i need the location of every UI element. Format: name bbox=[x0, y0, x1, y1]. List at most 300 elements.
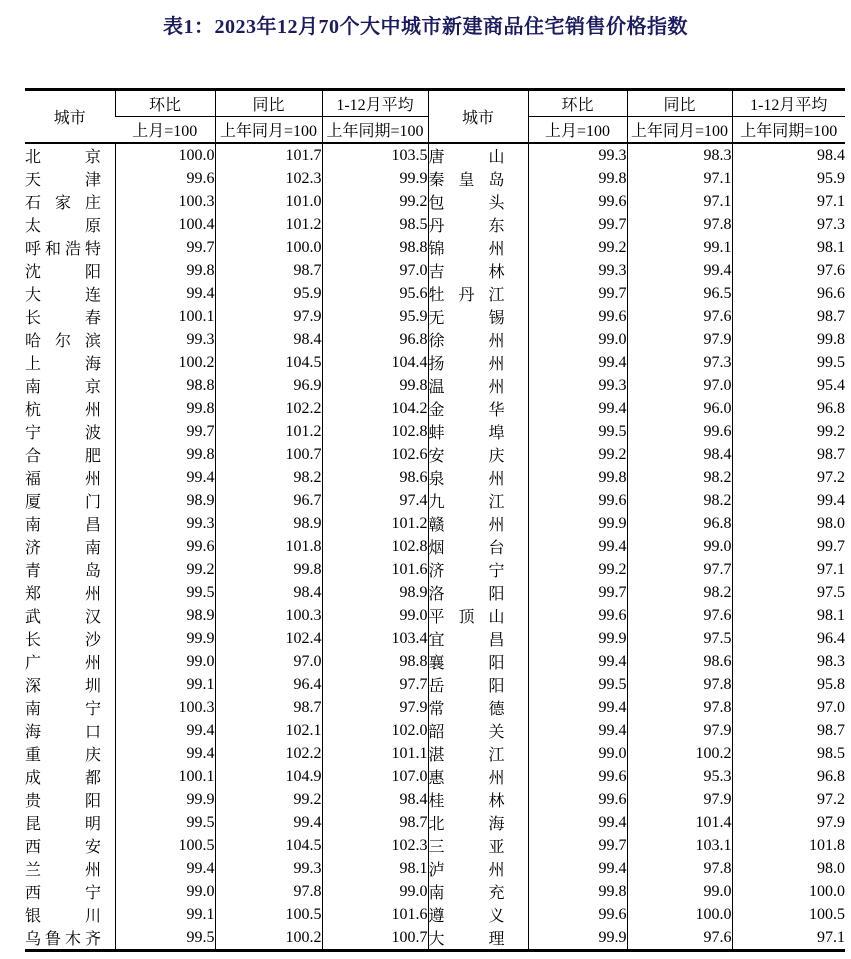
value-cell: 98.3 bbox=[732, 650, 845, 673]
table-row bbox=[25, 397, 845, 420]
value-cell: 97.7 bbox=[322, 673, 428, 696]
value-cell: 97.5 bbox=[627, 627, 732, 650]
table-row bbox=[25, 581, 845, 604]
value-cell: 99.2 bbox=[528, 236, 627, 259]
value-cell: 99.7 bbox=[732, 535, 845, 558]
value-cell: 99.8 bbox=[528, 167, 627, 190]
value-cell: 98.4 bbox=[322, 788, 428, 811]
value-cell: 104.9 bbox=[215, 765, 322, 788]
value-cell: 97.1 bbox=[627, 190, 732, 213]
value-cell: 99.6 bbox=[528, 604, 627, 627]
value-cell: 95.9 bbox=[215, 282, 322, 305]
value-cell: 97.4 bbox=[322, 489, 428, 512]
value-cell: 99.5 bbox=[115, 926, 215, 951]
city-cell bbox=[428, 236, 528, 259]
city-name: 扬州 bbox=[428, 356, 505, 373]
value-cell: 99.9 bbox=[528, 627, 627, 650]
value-cell: 100.1 bbox=[115, 305, 215, 328]
value-cell: 99.3 bbox=[528, 259, 627, 282]
city-name: 深圳 bbox=[25, 678, 101, 695]
value-cell: 98.7 bbox=[732, 305, 845, 328]
value-cell: 98.7 bbox=[732, 719, 845, 742]
value-cell: 95.3 bbox=[627, 765, 732, 788]
city-cell bbox=[25, 604, 115, 627]
city-cell bbox=[25, 650, 115, 673]
value-cell: 98.4 bbox=[627, 443, 732, 466]
value-cell: 98.1 bbox=[732, 604, 845, 627]
city-cell bbox=[25, 903, 115, 926]
value-cell: 99.5 bbox=[528, 420, 627, 443]
value-cell: 97.0 bbox=[322, 259, 428, 282]
table-row bbox=[25, 558, 845, 581]
city-name: 上海 bbox=[25, 356, 101, 373]
value-cell: 100.1 bbox=[115, 765, 215, 788]
city-name: 北京 bbox=[25, 149, 101, 166]
value-cell: 99.4 bbox=[528, 397, 627, 420]
city-name: 泉州 bbox=[428, 471, 505, 488]
table-row bbox=[25, 489, 845, 512]
value-cell: 100.3 bbox=[115, 696, 215, 719]
value-cell: 99.9 bbox=[115, 788, 215, 811]
city-cell bbox=[25, 627, 115, 650]
table-body bbox=[25, 143, 845, 951]
value-cell: 102.3 bbox=[322, 834, 428, 857]
table-row bbox=[25, 512, 845, 535]
value-cell: 102.2 bbox=[215, 397, 322, 420]
value-cell: 97.1 bbox=[732, 926, 845, 951]
value-cell: 99.4 bbox=[528, 696, 627, 719]
value-cell: 104.5 bbox=[215, 834, 322, 857]
city-name: 长春 bbox=[25, 310, 101, 327]
value-cell: 99.4 bbox=[115, 857, 215, 880]
value-cell: 95.9 bbox=[322, 305, 428, 328]
city-cell bbox=[428, 489, 528, 512]
city-cell bbox=[25, 328, 115, 351]
value-cell: 99.6 bbox=[115, 535, 215, 558]
value-cell: 103.4 bbox=[322, 627, 428, 650]
value-cell: 99.5 bbox=[115, 811, 215, 834]
city-cell bbox=[428, 788, 528, 811]
value-cell: 103.5 bbox=[322, 143, 428, 167]
value-cell: 99.8 bbox=[732, 328, 845, 351]
city-name: 南昌 bbox=[25, 517, 101, 534]
city-name: 青岛 bbox=[25, 563, 101, 580]
city-name: 南宁 bbox=[25, 701, 101, 718]
value-cell: 96.9 bbox=[215, 374, 322, 397]
city-cell bbox=[428, 351, 528, 374]
value-cell: 104.5 bbox=[215, 351, 322, 374]
value-cell: 98.6 bbox=[322, 466, 428, 489]
city-name: 九江 bbox=[428, 494, 505, 511]
value-cell: 99.7 bbox=[528, 581, 627, 604]
city-cell bbox=[428, 627, 528, 650]
city-cell bbox=[428, 143, 528, 167]
value-cell: 99.7 bbox=[115, 236, 215, 259]
value-cell: 95.6 bbox=[322, 282, 428, 305]
city-name: 锦州 bbox=[428, 241, 505, 258]
city-cell bbox=[428, 742, 528, 765]
city-name: 徐州 bbox=[428, 333, 505, 350]
city-name: 哈尔滨 bbox=[25, 333, 101, 350]
table-row bbox=[25, 236, 845, 259]
city-name: 温州 bbox=[428, 379, 505, 396]
city-cell bbox=[25, 834, 115, 857]
value-cell: 97.8 bbox=[627, 213, 732, 236]
value-cell: 99.1 bbox=[115, 673, 215, 696]
value-cell: 99.4 bbox=[115, 719, 215, 742]
value-cell: 99.2 bbox=[528, 443, 627, 466]
value-cell: 101.6 bbox=[322, 903, 428, 926]
value-cell: 99.4 bbox=[528, 719, 627, 742]
city-name: 牡丹江 bbox=[428, 287, 505, 304]
value-cell: 99.0 bbox=[627, 535, 732, 558]
value-cell: 99.4 bbox=[732, 489, 845, 512]
subheader-avg-right: 上年同期=100 bbox=[732, 117, 845, 144]
city-cell bbox=[25, 857, 115, 880]
city-cell bbox=[428, 673, 528, 696]
value-cell: 99.4 bbox=[528, 857, 627, 880]
city-cell bbox=[25, 926, 115, 951]
value-cell: 96.4 bbox=[215, 673, 322, 696]
city-cell bbox=[428, 719, 528, 742]
table-header bbox=[25, 90, 845, 144]
city-name: 成都 bbox=[25, 770, 101, 787]
value-cell: 100.0 bbox=[115, 143, 215, 167]
city-cell bbox=[428, 696, 528, 719]
value-cell: 99.0 bbox=[115, 650, 215, 673]
city-name: 太原 bbox=[25, 218, 101, 235]
value-cell: 99.4 bbox=[215, 811, 322, 834]
city-cell bbox=[25, 489, 115, 512]
value-cell: 96.5 bbox=[627, 282, 732, 305]
value-cell: 98.9 bbox=[322, 581, 428, 604]
city-name: 金华 bbox=[428, 402, 505, 419]
header-city-right: 城市 bbox=[428, 90, 528, 144]
value-cell: 97.3 bbox=[732, 213, 845, 236]
value-cell: 99.8 bbox=[215, 558, 322, 581]
value-cell: 97.5 bbox=[732, 581, 845, 604]
value-cell: 98.4 bbox=[215, 581, 322, 604]
value-cell: 98.2 bbox=[627, 489, 732, 512]
city-cell bbox=[428, 190, 528, 213]
city-cell bbox=[25, 236, 115, 259]
value-cell: 97.6 bbox=[627, 926, 732, 951]
table-row bbox=[25, 259, 845, 282]
city-cell bbox=[428, 857, 528, 880]
city-cell bbox=[428, 328, 528, 351]
city-name: 湛江 bbox=[428, 747, 505, 764]
city-cell bbox=[25, 719, 115, 742]
city-name: 昆明 bbox=[25, 816, 101, 833]
city-cell bbox=[25, 143, 115, 167]
city-name: 武汉 bbox=[25, 609, 101, 626]
value-cell: 96.7 bbox=[215, 489, 322, 512]
value-cell: 99.4 bbox=[528, 811, 627, 834]
table-row bbox=[25, 650, 845, 673]
city-cell bbox=[428, 213, 528, 236]
value-cell: 100.5 bbox=[215, 903, 322, 926]
city-name: 洛阳 bbox=[428, 586, 505, 603]
value-cell: 96.4 bbox=[732, 627, 845, 650]
value-cell: 98.9 bbox=[115, 489, 215, 512]
city-name: 桂林 bbox=[428, 793, 505, 810]
city-cell bbox=[428, 167, 528, 190]
value-cell: 99.6 bbox=[627, 420, 732, 443]
value-cell: 98.7 bbox=[215, 696, 322, 719]
value-cell: 97.9 bbox=[627, 719, 732, 742]
table-row bbox=[25, 696, 845, 719]
city-cell bbox=[25, 259, 115, 282]
city-cell bbox=[25, 282, 115, 305]
city-cell bbox=[428, 512, 528, 535]
header-row-top bbox=[25, 90, 845, 117]
value-cell: 99.9 bbox=[322, 167, 428, 190]
value-cell: 95.4 bbox=[732, 374, 845, 397]
table-row bbox=[25, 466, 845, 489]
value-cell: 99.2 bbox=[215, 788, 322, 811]
value-cell: 101.8 bbox=[215, 535, 322, 558]
value-cell: 100.0 bbox=[732, 880, 845, 903]
table-row bbox=[25, 328, 845, 351]
city-name: 石家庄 bbox=[25, 195, 101, 212]
city-name: 兰州 bbox=[25, 862, 101, 879]
city-cell bbox=[428, 305, 528, 328]
value-cell: 101.6 bbox=[322, 558, 428, 581]
city-cell bbox=[428, 558, 528, 581]
city-name: 海口 bbox=[25, 724, 101, 741]
value-cell: 96.8 bbox=[732, 397, 845, 420]
city-cell bbox=[428, 466, 528, 489]
value-cell: 97.0 bbox=[732, 696, 845, 719]
city-cell bbox=[428, 926, 528, 951]
value-cell: 97.6 bbox=[627, 305, 732, 328]
value-cell: 102.8 bbox=[322, 535, 428, 558]
city-name: 丹东 bbox=[428, 218, 505, 235]
city-cell bbox=[25, 765, 115, 788]
city-name: 长沙 bbox=[25, 632, 101, 649]
value-cell: 95.8 bbox=[732, 673, 845, 696]
value-cell: 95.9 bbox=[732, 167, 845, 190]
city-name: 南京 bbox=[25, 379, 101, 396]
value-cell: 102.2 bbox=[215, 742, 322, 765]
city-name: 重庆 bbox=[25, 747, 101, 764]
value-cell: 100.4 bbox=[115, 213, 215, 236]
value-cell: 101.2 bbox=[322, 512, 428, 535]
value-cell: 99.5 bbox=[528, 673, 627, 696]
value-cell: 97.9 bbox=[627, 328, 732, 351]
value-cell: 99.4 bbox=[115, 282, 215, 305]
value-cell: 99.0 bbox=[322, 604, 428, 627]
header-city-left: 城市 bbox=[25, 90, 115, 144]
value-cell: 99.6 bbox=[528, 788, 627, 811]
value-cell: 99.3 bbox=[115, 512, 215, 535]
value-cell: 100.2 bbox=[215, 926, 322, 951]
value-cell: 107.0 bbox=[322, 765, 428, 788]
city-cell bbox=[25, 420, 115, 443]
value-cell: 104.2 bbox=[322, 397, 428, 420]
city-name: 泸州 bbox=[428, 862, 505, 879]
value-cell: 99.8 bbox=[115, 443, 215, 466]
value-cell: 97.8 bbox=[215, 880, 322, 903]
table-row bbox=[25, 305, 845, 328]
value-cell: 99.6 bbox=[115, 167, 215, 190]
city-name: 南充 bbox=[428, 885, 505, 902]
value-cell: 99.1 bbox=[115, 903, 215, 926]
value-cell: 100.0 bbox=[215, 236, 322, 259]
city-cell bbox=[428, 581, 528, 604]
value-cell: 100.5 bbox=[115, 834, 215, 857]
value-cell: 96.6 bbox=[732, 282, 845, 305]
value-cell: 99.7 bbox=[528, 282, 627, 305]
value-cell: 103.1 bbox=[627, 834, 732, 857]
value-cell: 99.6 bbox=[528, 190, 627, 213]
value-cell: 99.0 bbox=[627, 880, 732, 903]
city-name: 杭州 bbox=[25, 402, 101, 419]
value-cell: 101.7 bbox=[215, 143, 322, 167]
value-cell: 104.4 bbox=[322, 351, 428, 374]
city-name: 宁波 bbox=[25, 425, 101, 442]
value-cell: 99.0 bbox=[322, 880, 428, 903]
value-cell: 99.2 bbox=[322, 190, 428, 213]
table-row bbox=[25, 604, 845, 627]
city-cell bbox=[25, 512, 115, 535]
value-cell: 99.2 bbox=[115, 558, 215, 581]
value-cell: 102.0 bbox=[322, 719, 428, 742]
value-cell: 99.1 bbox=[627, 236, 732, 259]
subheader-avg-left: 上年同期=100 bbox=[322, 117, 428, 144]
value-cell: 98.8 bbox=[115, 374, 215, 397]
table-row bbox=[25, 213, 845, 236]
value-cell: 97.2 bbox=[732, 466, 845, 489]
table-row bbox=[25, 857, 845, 880]
value-cell: 99.6 bbox=[528, 765, 627, 788]
header-yoy-left: 同比 bbox=[215, 90, 322, 117]
value-cell: 99.8 bbox=[528, 466, 627, 489]
value-cell: 97.8 bbox=[627, 857, 732, 880]
city-name: 无锡 bbox=[428, 310, 505, 327]
value-cell: 99.4 bbox=[528, 650, 627, 673]
table-row bbox=[25, 420, 845, 443]
value-cell: 99.8 bbox=[528, 880, 627, 903]
city-name: 赣州 bbox=[428, 517, 505, 534]
table-row bbox=[25, 765, 845, 788]
city-name: 襄阳 bbox=[428, 655, 505, 672]
value-cell: 99.9 bbox=[528, 512, 627, 535]
city-cell bbox=[428, 903, 528, 926]
value-cell: 98.8 bbox=[322, 650, 428, 673]
value-cell: 99.4 bbox=[115, 466, 215, 489]
value-cell: 98.7 bbox=[732, 443, 845, 466]
subheader-yoy-left: 上年同月=100 bbox=[215, 117, 322, 144]
value-cell: 101.8 bbox=[732, 834, 845, 857]
city-cell bbox=[25, 581, 115, 604]
value-cell: 102.3 bbox=[215, 167, 322, 190]
value-cell: 99.4 bbox=[528, 535, 627, 558]
value-cell: 98.2 bbox=[215, 466, 322, 489]
table-row bbox=[25, 143, 845, 167]
value-cell: 98.4 bbox=[732, 143, 845, 167]
page-title: 表1：2023年12月70个大中城市新建商品住宅销售价格指数 bbox=[163, 16, 688, 38]
city-cell bbox=[25, 305, 115, 328]
city-cell bbox=[428, 650, 528, 673]
city-name: 天津 bbox=[25, 172, 101, 189]
table-row bbox=[25, 167, 845, 190]
value-cell: 99.5 bbox=[115, 581, 215, 604]
city-cell bbox=[25, 374, 115, 397]
value-cell: 99.3 bbox=[215, 857, 322, 880]
city-name: 乌鲁木齐 bbox=[25, 931, 101, 948]
value-cell: 97.9 bbox=[215, 305, 322, 328]
city-name: 包头 bbox=[428, 195, 505, 212]
table-row bbox=[25, 374, 845, 397]
value-cell: 96.8 bbox=[732, 765, 845, 788]
city-cell bbox=[25, 213, 115, 236]
city-cell bbox=[428, 535, 528, 558]
value-cell: 96.8 bbox=[627, 512, 732, 535]
header-yoy-right: 同比 bbox=[627, 90, 732, 117]
value-cell: 99.4 bbox=[115, 742, 215, 765]
value-cell: 98.5 bbox=[322, 213, 428, 236]
value-cell: 97.6 bbox=[627, 604, 732, 627]
table-row bbox=[25, 880, 845, 903]
header-mom-right: 环比 bbox=[528, 90, 627, 117]
value-cell: 97.7 bbox=[627, 558, 732, 581]
value-cell: 99.6 bbox=[528, 903, 627, 926]
value-cell: 98.9 bbox=[215, 512, 322, 535]
city-name: 北海 bbox=[428, 816, 505, 833]
city-name: 遵义 bbox=[428, 908, 505, 925]
value-cell: 102.1 bbox=[215, 719, 322, 742]
value-cell: 98.9 bbox=[115, 604, 215, 627]
value-cell: 99.8 bbox=[115, 259, 215, 282]
value-cell: 98.2 bbox=[627, 581, 732, 604]
table-row bbox=[25, 719, 845, 742]
value-cell: 99.2 bbox=[732, 420, 845, 443]
city-cell bbox=[428, 420, 528, 443]
city-name: 广州 bbox=[25, 655, 101, 672]
value-cell: 99.3 bbox=[528, 374, 627, 397]
value-cell: 99.6 bbox=[528, 489, 627, 512]
city-cell bbox=[428, 765, 528, 788]
city-cell bbox=[428, 834, 528, 857]
value-cell: 99.0 bbox=[115, 880, 215, 903]
value-cell: 98.4 bbox=[215, 328, 322, 351]
value-cell: 98.0 bbox=[732, 857, 845, 880]
value-cell: 99.7 bbox=[528, 834, 627, 857]
city-cell bbox=[25, 673, 115, 696]
value-cell: 99.0 bbox=[528, 328, 627, 351]
value-cell: 100.3 bbox=[115, 190, 215, 213]
value-cell: 98.1 bbox=[322, 857, 428, 880]
value-cell: 99.3 bbox=[528, 143, 627, 167]
city-cell bbox=[25, 811, 115, 834]
city-name: 大连 bbox=[25, 287, 101, 304]
table-row bbox=[25, 627, 845, 650]
value-cell: 97.6 bbox=[732, 259, 845, 282]
value-cell: 100.3 bbox=[215, 604, 322, 627]
city-name: 宜昌 bbox=[428, 632, 505, 649]
value-cell: 102.4 bbox=[215, 627, 322, 650]
city-name: 福州 bbox=[25, 471, 101, 488]
value-cell: 100.2 bbox=[627, 742, 732, 765]
subheader-mom-left: 上月=100 bbox=[115, 117, 215, 144]
city-name: 呼和浩特 bbox=[25, 241, 101, 258]
table-row bbox=[25, 673, 845, 696]
value-cell: 98.5 bbox=[732, 742, 845, 765]
value-cell: 99.9 bbox=[115, 627, 215, 650]
value-cell: 97.9 bbox=[627, 788, 732, 811]
city-name: 西宁 bbox=[25, 885, 101, 902]
